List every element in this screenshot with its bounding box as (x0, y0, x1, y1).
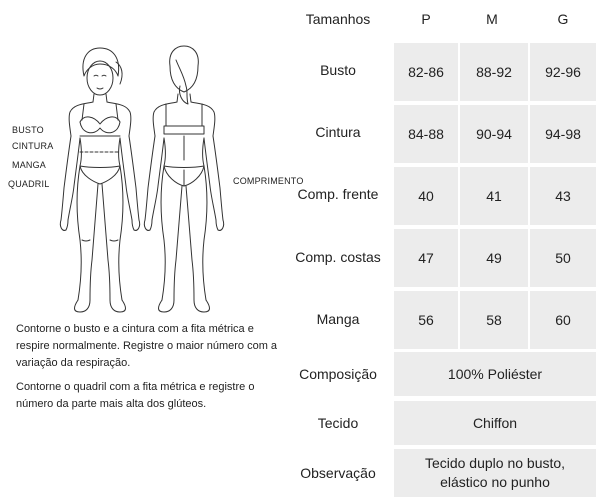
instruction-hip: Contorne o quadril com a fita métrica e registre o número da parte mais alta dos glúteos. (16, 381, 255, 410)
cell-cintura-g: 94-98 (530, 105, 596, 163)
front-figure (60, 48, 139, 312)
row-label-busto: Busto (320, 62, 356, 78)
label-cintura: CINTURA (12, 141, 54, 151)
size-table (282, 0, 600, 500)
row-label-observacao: Observação (300, 465, 376, 481)
label-quadril: QUADRIL (8, 179, 50, 189)
row-label-composicao: Composição (299, 366, 377, 382)
row-label-cintura: Cintura (315, 124, 361, 140)
row-label-comp-frente: Comp. frente (297, 186, 379, 202)
row-label-comp-costas: Comp. costas (295, 249, 381, 265)
cell-manga-p: 56 (394, 291, 458, 349)
cell-cintura-m: 90-94 (460, 105, 528, 163)
cell-manga-g: 60 (530, 291, 596, 349)
instruction-bust-waist: Contorne o busto e a cintura com a fita métrica e respire normalmente. Registre o maior número com a variação da respiração. (16, 323, 278, 369)
row-label-tecido: Tecido (317, 415, 359, 431)
label-manga: MANGA (12, 160, 47, 170)
header-size-m: M (486, 11, 498, 27)
header-tamanhos: Tamanhos (305, 11, 371, 27)
cell-comp-frente-p: 40 (394, 167, 458, 225)
cell-busto-p: 82-86 (394, 43, 458, 101)
cell-manga-m: 58 (460, 291, 528, 349)
header-size-p: P (421, 11, 431, 27)
cell-comp-frente-g: 43 (530, 167, 596, 225)
cell-observacao: Tecido duplo no busto, elástico no punho (394, 449, 596, 497)
row-label-manga: Manga (316, 311, 360, 327)
cell-comp-frente-m: 41 (460, 167, 528, 225)
cell-composicao: 100% Poliéster (394, 352, 596, 396)
measurement-instructions (16, 321, 288, 420)
header-size-g: G (557, 11, 569, 27)
label-comprimento: COMPRIMENTO (233, 176, 304, 186)
back-figure (144, 46, 223, 312)
cell-comp-costas-m: 49 (460, 229, 528, 287)
cell-comp-costas-g: 50 (530, 229, 596, 287)
cell-tecido: Chiffon (394, 401, 596, 445)
body-measurement-illustration (0, 0, 304, 320)
cell-busto-m: 88-92 (460, 43, 528, 101)
label-busto: BUSTO (12, 125, 44, 135)
cell-busto-g: 92-96 (530, 43, 596, 101)
cell-cintura-p: 84-88 (394, 105, 458, 163)
cell-comp-costas-p: 47 (394, 229, 458, 287)
